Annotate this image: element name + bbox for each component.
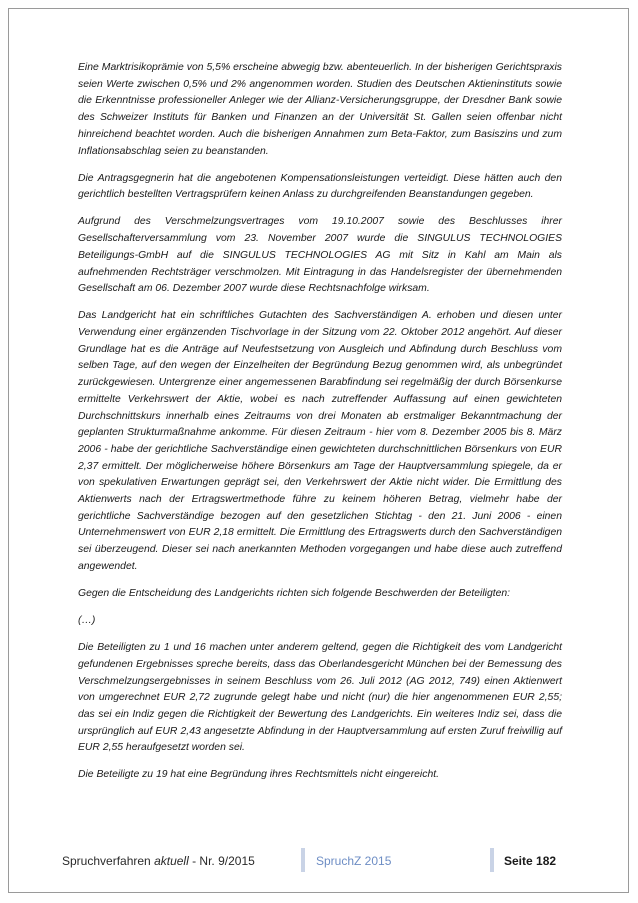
paragraph-respondent-defense: Die Antragsgegnerin hat die angebotenen Kompensationsleistungen verteidigt. Diese hätten auch den gerichtlich bestellten Vertragsprüfern keinen Anlass zu durchgreifenden Beanstandungen gegeben. [78,172,562,201]
footer-publication [62,854,255,868]
footer-page-number: Seite 182 [504,854,557,868]
page-footer [62,854,568,880]
footer-publication-italic: aktuell [154,854,189,868]
footer-publication-prefix: Spruchverfahren [62,854,155,868]
paragraph-district-court: Das Landgericht hat ein schriftliches Gutachten des Sachverständigen A. erhoben und diesen unter Verwendung einer ergänzenden Tischvorlage in der Sitzung vom 22. Oktober 2012 angehört. Auf dieser Grundlage hat es die Anträge auf Neufestsetzung von Ausgleich und Abfindung durch Beschluss vom selben Tage, auf den wegen der Einzelheiten der Begründung Bezug genommen wird, als unbegründet zurückgewiesen. Untergrenze einer angemessenen Barabfindung sei regelmäßig der durch Börsenkurse ermittelte Verkehrswert der Aktie, wobei es nach zutreffender Auffassung auf einen gewichteten Durchschnittskurs innerhalb eines Zeitraums von drei Monaten ab erstmaliger Bekanntmachung der geplanten Strukturmaßnahme ankomme. Für diesen Zeitraum - hier vom 8. Dezember 2005 bis 8. März 2006 - habe der gerichtliche Sachverständige einen gewichteten durchschnittlichen Börsenkurs von EUR 2,37 ermittelt. Der möglicherweise höhere Börsenkurs am Tage der Hauptversammlung spiegele, da er von spekulativen Erwartungen geprägt sei, den Verkehrswert der Aktie nicht wider. Die Ermittlung des Aktienwerts nach der Ertragswertmethode führe zu keinem höheren Betrag, vielmehr habe der gerichtliche Sachverständige bezogen auf den gesetzlichen Stichtag - den 21. Juni 2006 - einen Unternehmenswert von EUR 2,18 ermittelt. Die Ermittlung des Ertragswerts durch den Sachverständigen sei überzeugend. Dieser sei nach anerkannten Methoden vorgegangen und habe diese auch zutreffend angewendet. [78,310,562,572]
paragraph-omission: (…) [78,615,96,627]
document-body [78,60,562,795]
paragraph-parties-1-16: Die Beteiligten zu 1 und 16 machen unter anderem geltend, gegen die Richtigkeit des vom Landgericht gefundenen Ergebnisses spreche bereits, dass das Oberlandesgericht München bei der Bemessung des Verschmelzungsergebnisses in seinem Beschluss vom 26. Juli 2012 (AG 2012, 749) einen Aktienwert von umgerechnet EUR 2,72 zugrunde gelegt habe und nicht (nur) die hier angenommenen EUR 2,55; das sei ein Indiz gegen die Richtigkeit der Bewertung des Landgerichts. Ein weiteres Indiz sei, dass die ursprünglich auf EUR 2,43 angesetzte Abfindung in der Hauptversammlung auf ersten Zuruf freiwillig auf EUR 2,55 heraufgesetzt worden sei. [78,642,562,754]
paragraph-merger: Aufgrund des Verschmelzungsvertrages vom 19.10.2007 sowie des Beschlusses ihrer Gesellschafterversammlung vom 23. November 2007 wurde die SINGULUS TECHNOLOGIES Beteiligungs-GmbH auf die SINGULUS TECHNOLOGIES AG mit Sitz in Kahl am Main als aufnehmenden Rechtsträger verschmolzen. Mit Eintragung in das Handelsregister der übernehmenden Gesellschaft am 06. Dezember 2007 wurde diese Rechtsnachfolge wirksam. [78,216,562,295]
footer-divider-right [490,848,494,872]
paragraph-market-risk: Eine Marktrisikoprämie von 5,5% erscheine abwegig bzw. abenteuerlich. In der bisherigen Gerichtspraxis seien Werte zwischen 0,5% und 2% angenommen worden. Studien des Deutschen Aktieninstituts sowie die Erkenntnisse professioneller Anleger wie der Allianz-Versicherungsgruppe, der Dresdner Bank sowie des Schweizer Instituts für Banken und Finanzen an der Universität St. Gallen seien offenbar nicht hinreichend beachtet worden. Auch die bisherigen Annahmen zum Beta-Faktor, zum Basiszins und zum Inflationsabschlag seien zu beanstanden. [78,62,562,157]
footer-divider-left [301,848,305,872]
footer-journal: SpruchZ 2015 [316,854,392,868]
paragraph-appeals-intro: Gegen die Entscheidung des Landgerichts richten sich folgende Beschwerden der Beteiligten: [78,587,511,599]
paragraph-party-19: Die Beteiligte zu 19 hat eine Begründung ihres Rechtsmittels nicht eingereicht. [78,769,439,781]
footer-publication-issue: - Nr. 9/2015 [188,854,255,868]
